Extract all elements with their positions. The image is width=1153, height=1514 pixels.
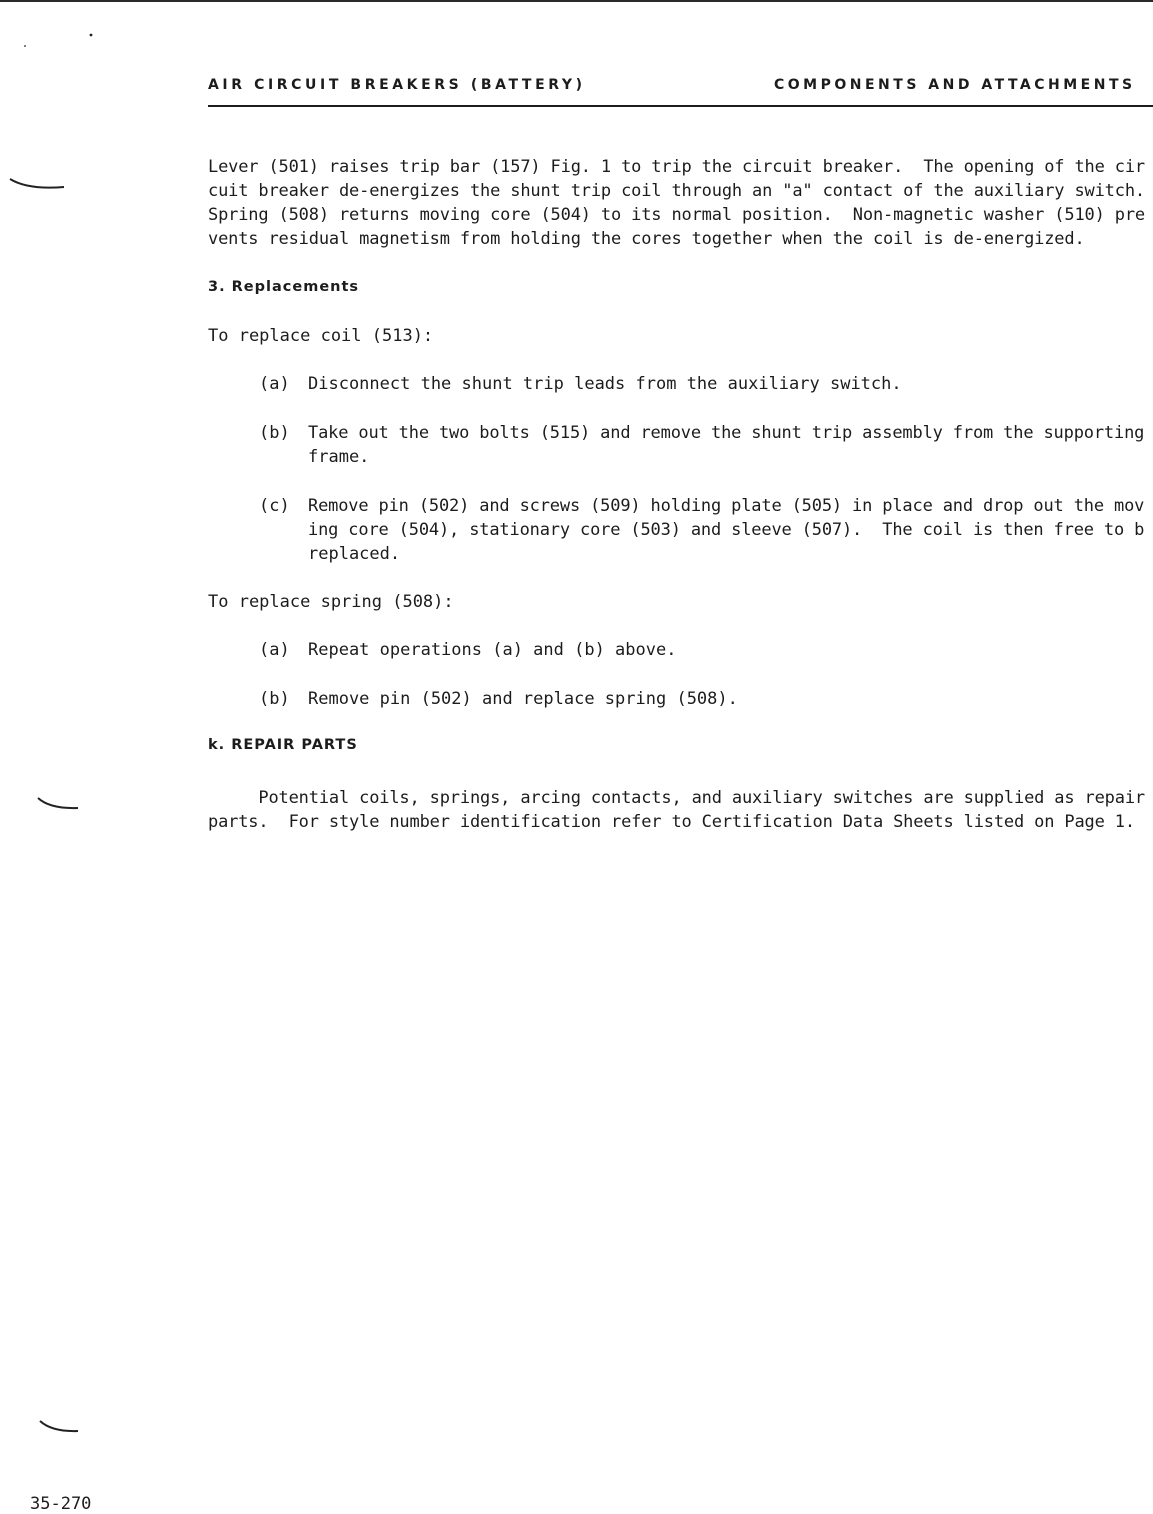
step-text: Disconnect the shunt trip leads from the auxiliary switch.: [308, 374, 902, 394]
step-marker: (c): [259, 496, 290, 516]
binding-hole-mark: [38, 1418, 82, 1436]
step-text: Remove pin (502) and screws (509) holding plate (505) in place and drop out the mov: [308, 496, 1145, 516]
step-text: Take out the two bolts (515) and remove the shunt trip assembly from the supporting: [308, 423, 1145, 443]
spring-intro: To replace spring (508):: [208, 592, 454, 612]
page-number: 35-270: [30, 1494, 92, 1514]
top-border-rule: [0, 0, 1153, 2]
binding-hole-mark: [36, 795, 80, 813]
step-marker: (a): [259, 640, 290, 660]
step-text: frame.: [308, 447, 370, 467]
step-marker: (b): [259, 423, 290, 443]
header-title-left: AIR CIRCUIT BREAKERS (BATTERY): [208, 77, 586, 93]
step-marker: (b): [259, 689, 290, 709]
step-text: replaced.: [308, 544, 401, 564]
binding-hole-mark: [8, 176, 68, 192]
coil-intro: To replace coil (513):: [208, 326, 434, 346]
step-text: ing core (504), stationary core (503) and sleeve (507). The coil is then free to b: [308, 520, 1145, 540]
step-text: Repeat operations (a) and (b) above.: [308, 640, 677, 660]
section-heading-replacements: 3. Replacements: [208, 279, 360, 295]
step-marker: (a): [259, 374, 290, 394]
step-text: Remove pin (502) and replace spring (508).: [308, 689, 738, 709]
intro-line: Lever (501) raises trip bar (157) Fig. 1 to trip the circuit breaker. The opening of the cir: [208, 157, 1145, 177]
section-heading-repair-parts: k. REPAIR PARTS: [208, 737, 358, 753]
speck-mark: [20, 30, 100, 50]
header-title-right: COMPONENTS AND ATTACHMENTS: [774, 77, 1136, 93]
repair-parts-line: parts. For style number identification refer to Certification Data Sheets listed on Page 1.: [208, 812, 1135, 832]
intro-line: cuit breaker de-energizes the shunt trip coil through an "a" contact of the auxiliary switch.: [208, 181, 1145, 201]
repair-parts-line: Potential coils, springs, arcing contacts, and auxiliary switches are supplied as repair: [208, 788, 1145, 808]
intro-line: Spring (508) returns moving core (504) to its normal position. Non-magnetic washer (510) pre: [208, 205, 1145, 225]
header-rule: [208, 105, 1153, 107]
intro-line: vents residual magnetism from holding the cores together when the coil is de-energized.: [208, 229, 1085, 249]
